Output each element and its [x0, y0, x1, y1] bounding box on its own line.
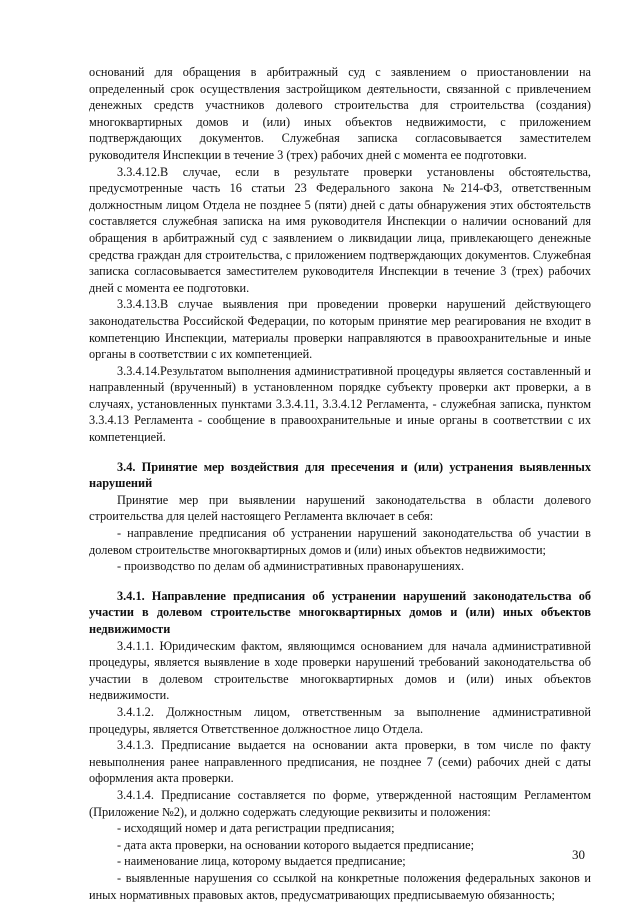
paragraph-3-4-1-2: 3.4.1.2. Должностным лицом, ответственным за выполнение административной процедуры, является Ответственное должностное лицо Отдела. — [89, 704, 591, 736]
list-item-number-date: - исходящий номер и дата регистрации предписания; — [117, 821, 395, 836]
paragraph-continuation: оснований для обращения в арбитражный суд с заявлением о приостановлении на определенный срок осуществления застройщиком деятельности, связанной с привлечением денежных средств участников долевого строительства для строительства (создания) многоквартирных домов и (или) иных объектов недвижимости, с приложением подтверждающих документов. Служебная записка согласовывается заместителем руководителя Инспекции в течение 3 (трех) рабочих дней с момента ее подготовки. — [89, 65, 591, 162]
list-item-violations: - выявленные нарушения со ссылкой на конкретные положения федеральных законов и иных нормативных правовых актов, предусматривающих предписываемую обязанность; — [89, 870, 591, 902]
section-heading-3-4: 3.4. Принятие мер воздействия для пресечения и (или) устранения выявленных нарушений — [89, 459, 591, 491]
list-item-recipient: - наименование лица, которому выдается предписание; — [117, 854, 406, 869]
paragraph-3-4-1-4: 3.4.1.4. Предписание составляется по форме, утвержденной настоящим Регламентом (Приложение №2), и должно содержать следующие реквизиты и положения: — [89, 787, 591, 819]
paragraph-3-3-4-13: 3.3.4.13.В случае выявления при проведении проверки нарушений действующего законодательства Российской Федерации, по которым принятие мер реагирования не входит в компетенцию Инспекции, материалы проверки направляются в правоохранительные и иные органы в соответствии с их компетенцией. — [89, 297, 591, 362]
section-heading-3-4-1: 3.4.1. Направление предписания об устранении нарушений законодательства об участии в долевом строительстве многоквартирных домов и (или) иных объектов недвижимости — [89, 588, 591, 636]
paragraph-measures-intro: Принятие мер при выявлении нарушений законодательства в области долевого строительства для целей настоящего Регламента включает в себя: — [89, 492, 591, 524]
page-number: 30 — [572, 847, 585, 862]
paragraph-3-4-1-1: 3.4.1.1. Юридическим фактом, являющимся основанием для начала административной процедуры, является выявление в ходе проверки нарушений требований законодательства об участии в долевом строительстве многоквартирных домов и (или) иных объектов недвижимости. — [89, 638, 591, 703]
list-item-order: - направление предписания об устранении нарушений законодательства об участии в долевом строительстве многоквартирных домов и (или) иных объектов недвижимости; — [89, 526, 591, 557]
paragraph-3-3-4-12: 3.3.4.12.В случае, если в результате проверки установлены обстоятельства, предусмотренные часть 16 статьи 23 Федерального закона №214-ФЗ, ответственным должностным лицом Отдела не позднее 5 (пяти) дней с даты обнаружения этих обстоятельств составляется служебная записка на имя руководителя Инспекции о наличии оснований для обращения в арбитражный суд с заявлением о ликвидации лица, привлекающего денежные средства граждан для строительства, с приложением подтверждающих документов. Служебная записка согласовывается заместителем руководителя Инспекции в течение 3 (трех) рабочих дней с момента ее подготовки. — [89, 164, 591, 295]
paragraph-3-3-4-14: 3.3.4.14.Результатом выполнения административной процедуры является составленный и направленный (врученный) в установленном порядке субъекту проверки акт проверки, а в случаях, установленных пунктами 3.3.4.11, 3.3.4.12 Регламента, - служебная записка, пунктом 3.3.4.13 Регламента - сообщение в правоохранительные и иные органы в соответствии с их компетенцией. — [89, 363, 591, 445]
list-item-act-date: - дата акта проверки, на основании которого выдается предписание; — [117, 837, 474, 852]
list-item-proceedings: - производство по делам об административных правонарушениях. — [117, 559, 465, 574]
paragraph-3-4-1-3: 3.4.1.3. Предписание выдается на основании акта проверки, в том числе по факту невыполнения ранее направленного предписания, не позднее 7 (семи) рабочих дней с даты оформления акта проверки. — [89, 738, 591, 786]
page-body — [89, 64, 591, 903]
